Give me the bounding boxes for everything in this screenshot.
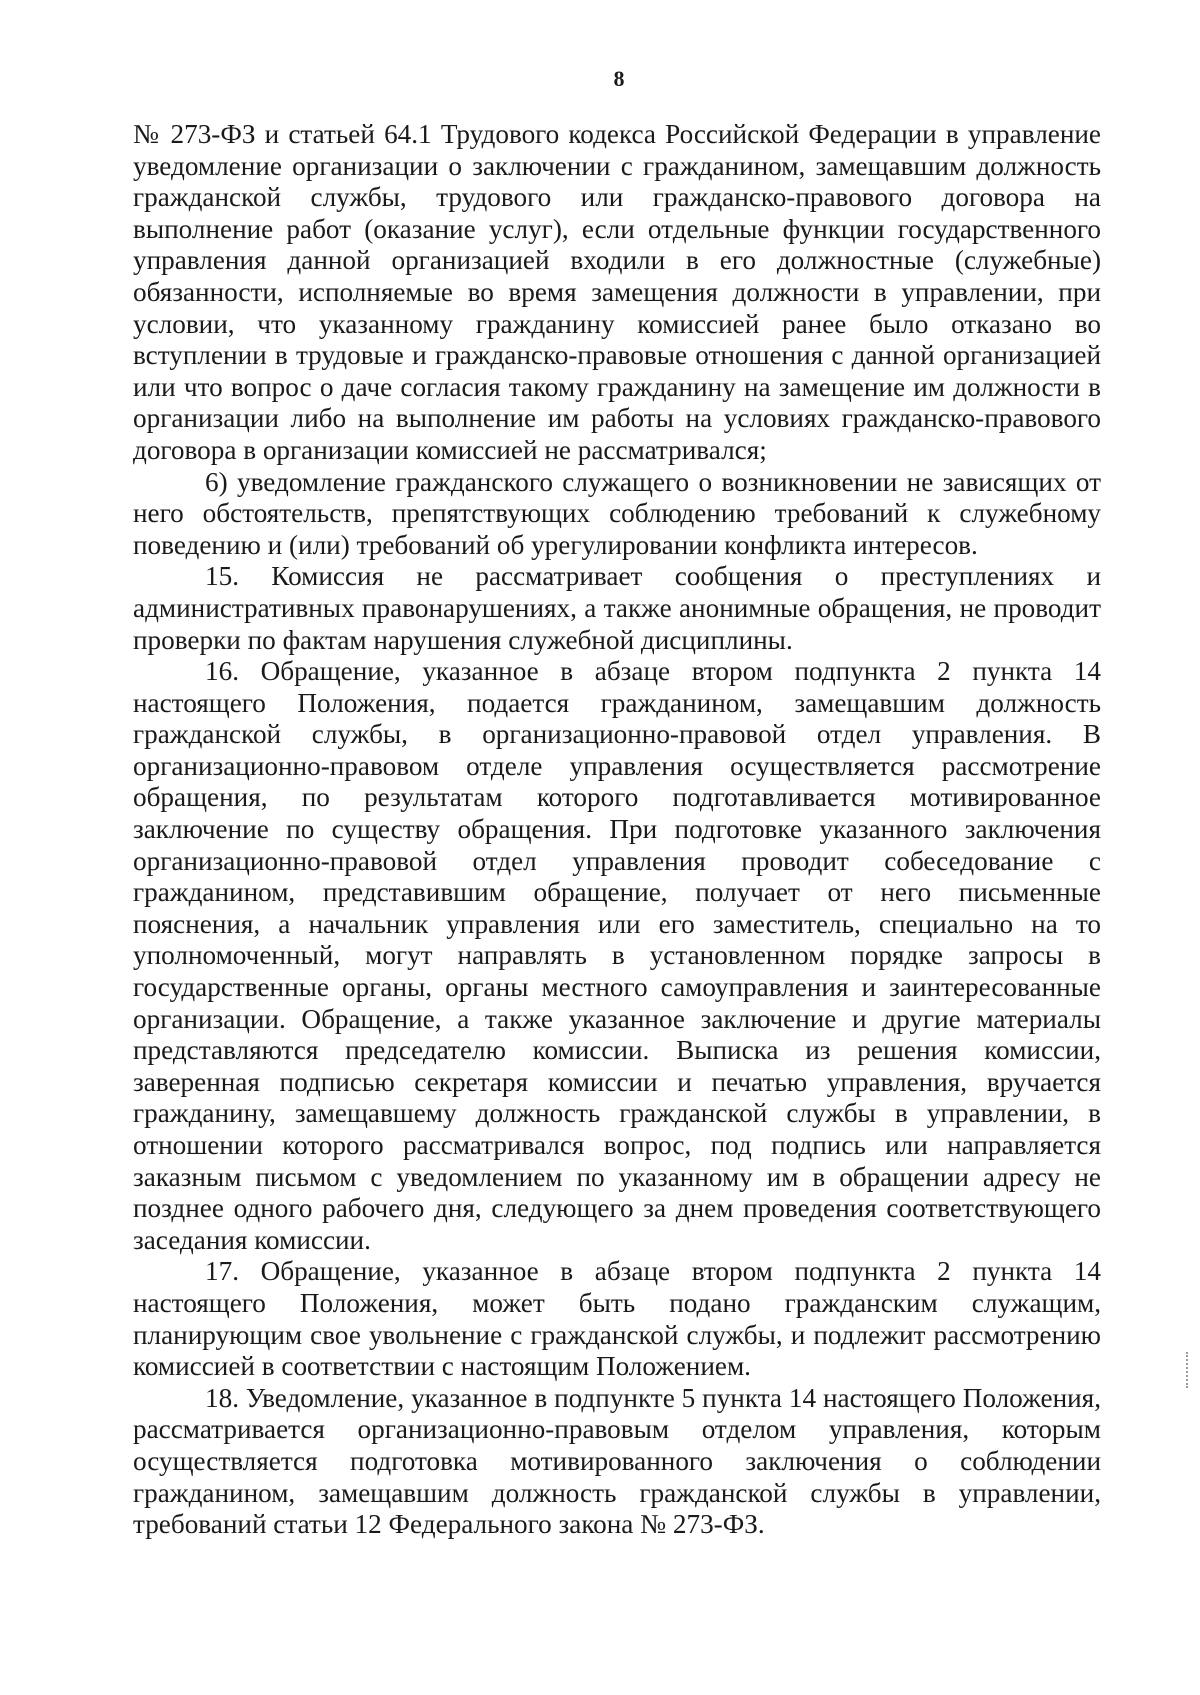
page-number: 8	[613, 66, 625, 91]
paragraph-continuation: № 273-ФЗ и статьей 64.1 Трудового кодекса Российской Федерации в управление уведомление организации о заключении с гражданином, замещавшим должность гражданской службы, трудового или гражданско-правового договора на выполнение работ (оказание услуг), если отдельные функции государственного управления данной организацией входили в его должностные (служебные) обязанности, исполняемые во время замещения должности в управлении, при условии, что указанному гражданину комиссией ранее было отказано во вступлении в трудовые и гражданско-правовые отношения с данной организацией или что вопрос о даче согласия такому гражданину на замещение им должности в организации либо на выполнение им работы на условиях гражданско-правового договора в организации комиссией не рассматривался;	[133, 119, 1101, 465]
paragraph-item-18: 18. Уведомление, указанное в подпункте 5 пункта 14 настоящего Положения, рассматривается организационно-правовым отделом управления, которым осуществляется подготовка мотивированного заключения о соблюдении гражданином, замещавшим должность гражданской службы в управлении, требований статьи 12 Федерального закона № 273-ФЗ.	[133, 1382, 1101, 1540]
paragraph-item-6: 6) уведомление гражданского служащего о возникновении не зависящих от него обстоятельств, препятствующих соблюдению требований к служебному поведению и (или) требований об урегулировании конфликта интересов.	[133, 466, 1101, 560]
paragraph-item-15: 15. Комиссия не рассматривает сообщения о преступлениях и административных правонарушениях, а также анонимные обращения, не проводит проверки по фактам нарушения служебной дисциплины.	[133, 561, 1101, 655]
scan-artifact-mark	[1183, 1352, 1188, 1388]
document-body	[133, 119, 1101, 1541]
paragraph-item-16: 16. Обращение, указанное в абзаце втором подпункта 2 пункта 14 настоящего Положения, подается гражданином, замещавшим должность гражданской службы, в организационно-правовой отдел управления. В организационно-правовом отделе управления осуществляется рассмотрение обращения, по результатам которого подготавливается мотивированное заключение по существу обращения. При подготовке указанного заключения организационно-правовой отдел управления проводит собеседование с гражданином, представившим обращение, получает от него письменные пояснения, а начальник управления или его заместитель, специально на то уполномоченный, могут направлять в установленном порядке запросы в государственные органы, органы местного самоуправления и заинтересованные организации. Обращение, а также указанное заключение и другие материалы представляются председателю комиссии. Выписка из решения комиссии, заверенная подписью секретаря комиссии и печатью управления, вручается гражданину, замещавшему должность гражданской службы в управлении, в отношении которого рассматривался вопрос, под подпись или направляется заказным письмом с уведомлением по указанному им в обращении адресу не позднее одного рабочего дня, следующего за днем проведения соответствующего заседания комиссии.	[133, 656, 1101, 1255]
paragraph-item-17: 17. Обращение, указанное в абзаце втором подпункта 2 пункта 14 настоящего Положения, может быть подано гражданским служащим, планирующим свое увольнение с гражданской службы, и подлежит рассмотрению комиссией в соответствии с настоящим Положением.	[133, 1256, 1101, 1382]
